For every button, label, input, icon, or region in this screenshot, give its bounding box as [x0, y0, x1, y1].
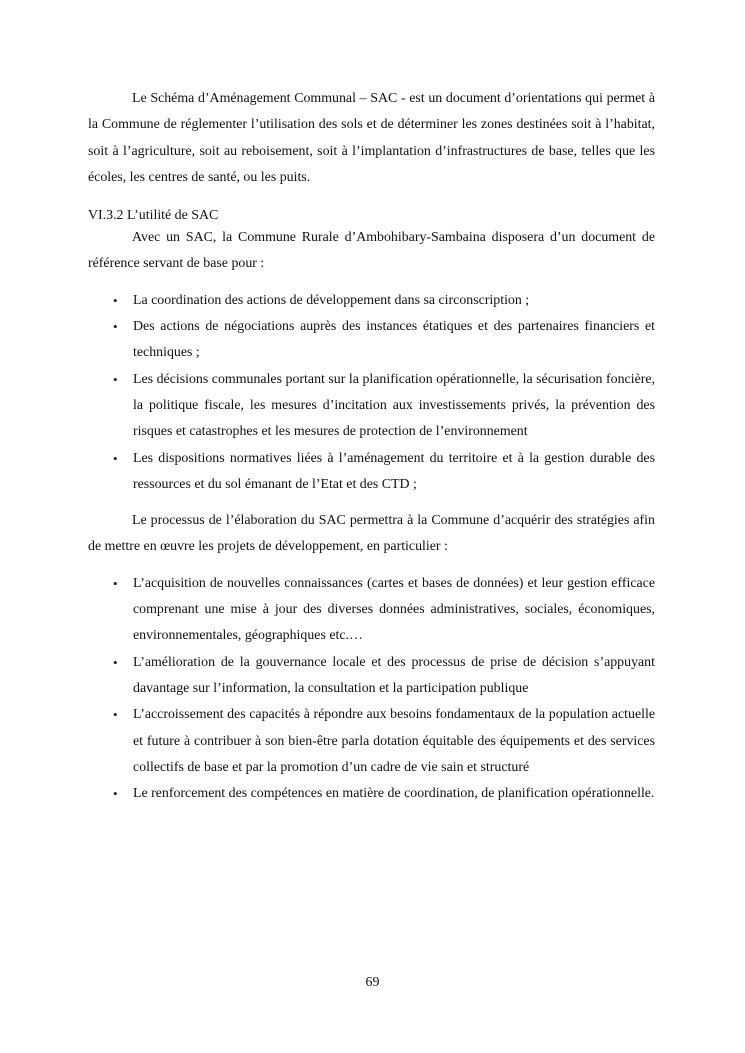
list-item — [88, 314, 655, 367]
bullet-list-strategies — [88, 571, 655, 808]
list-item — [88, 702, 655, 781]
list-item — [88, 367, 655, 446]
section-heading: VI.3.2 L’utilité de SAC — [88, 208, 219, 224]
section-paragraph: Avec un SAC, la Commune Rurale d’Ambohibary-Sambaina disposera d’un document de référence servant de base pour : — [88, 230, 655, 272]
list-item — [88, 288, 655, 314]
list-item-text: L’accroissement des capacités à répondre aux besoins fondamentaux de la population actuelle et future à contribuer à son bien-être parla dotation équitable des équipements et des services collectifs de base et par la promotion d’un cadre de vie sain et structuré — [133, 707, 655, 775]
bullet-icon: • — [113, 371, 118, 387]
list-item — [88, 650, 655, 703]
list-item-text: Les décisions communales portant sur la planification opérationnelle, la sécurisation foncière, la politique fiscale, les mesures d’incitation aux investissements privés, la prévention des risques et catastrophes et les mesures de protection de l’environnement — [133, 371, 655, 440]
bullet-icon: • — [113, 292, 118, 308]
intro-paragraph: Le Schéma d’Aménagement Communal – SAC - est un document d’orientations qui permet à la Commune de réglementer l’utilisation des sols et de déterminer les zones destinées soit à l’habitat, soit à l’agriculture, soit au reboisement, soit à l’implantation d’infrastructures de base, telles que les écoles, les centres de santé, ou les puits. — [88, 91, 655, 185]
bullet-icon: • — [113, 654, 118, 670]
page-number: 69 — [365, 975, 380, 990]
list-item — [88, 571, 655, 650]
process-paragraph: Le processus de l’élaboration du SAC permettra à la Commune d’acquérir des stratégies afin de mettre en œuvre les projets de développement, en particulier : — [88, 513, 655, 555]
bullet-list-utility — [88, 288, 655, 498]
bullet-icon: • — [113, 786, 118, 802]
list-item-text: Des actions de négociations auprès des instances étatiques et des partenaires financiers et techniques ; — [133, 319, 655, 361]
list-item-text: La coordination des actions de développement dans sa circonscription ; — [133, 292, 530, 308]
list-item-text: L’amélioration de la gouvernance locale et des processus de prise de décision s’appuyant davantage sur l’information, la consultation et la participation publique — [133, 654, 655, 696]
document-page — [88, 86, 655, 807]
list-item-text: Le renforcement des compétences en matière de coordination, de planification opérationnelle. — [133, 786, 655, 802]
bullet-icon: • — [113, 707, 118, 723]
list-item-text: L’acquisition de nouvelles connaissances (cartes et bases de données) et leur gestion efficace comprenant une mise à jour des diverses données administratives, sociales, économiques, environnementales, géographiques etc.… — [133, 575, 655, 644]
list-item-text: Les dispositions normatives liées à l’aménagement du territoire et à la gestion durable des ressources et du sol émanant de l’Etat et des CTD ; — [133, 450, 655, 492]
bullet-icon: • — [113, 450, 118, 466]
list-item — [88, 781, 655, 807]
bullet-icon: • — [113, 319, 118, 335]
bullet-icon: • — [113, 575, 118, 591]
list-item — [88, 446, 655, 499]
